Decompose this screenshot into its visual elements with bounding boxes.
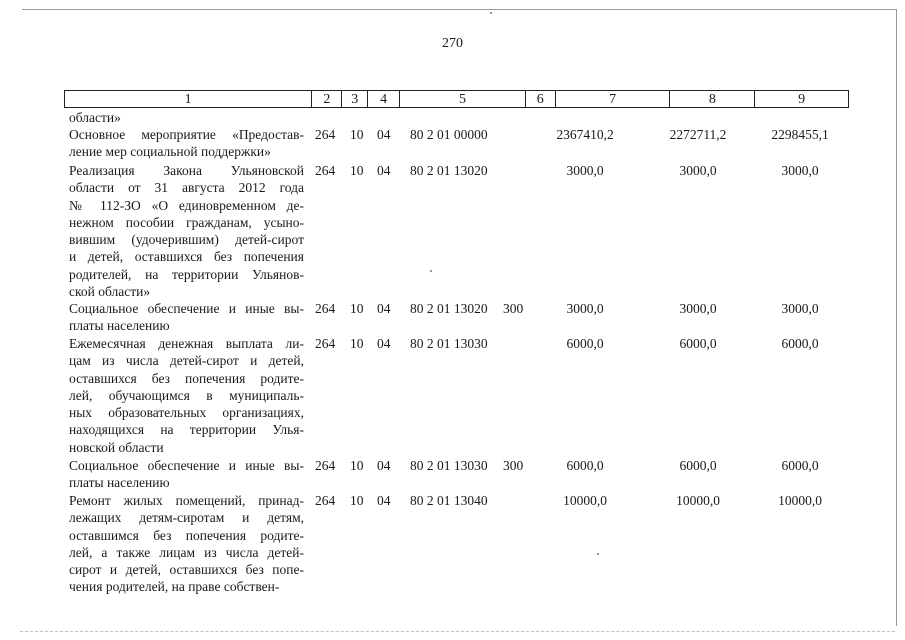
header-col-5: 5: [400, 91, 526, 107]
scan-speck: [597, 553, 599, 555]
cell-ved: 264: [315, 301, 336, 316]
cell-year-1: 10000,0: [563, 493, 607, 508]
cell-ved: 264: [315, 458, 336, 473]
row-name-line: новской области: [69, 439, 164, 455]
cell-ved: 264: [315, 336, 336, 351]
cell-year-3: 6000,0: [781, 336, 819, 351]
row-name-line: лей, обучающимся в муниципаль-: [69, 387, 304, 403]
row-name-line: лежащих детям-сиротам и детям,: [69, 510, 304, 526]
cell-rz: 10: [350, 163, 364, 178]
cell-vr: 300: [503, 301, 524, 316]
cell-year-3: 10000,0: [778, 493, 822, 508]
cell-rz: 10: [350, 458, 364, 473]
header-col-3: 3: [342, 91, 368, 107]
cell-pr: 04: [377, 493, 391, 508]
cell-csr: 80 2 01 13040: [410, 493, 488, 508]
header-col-7: 7: [556, 91, 671, 107]
cell-ved: 264: [315, 163, 336, 178]
page-number: 270: [442, 36, 463, 51]
header-col-2: 2: [312, 91, 342, 107]
row-name-line: лей, а также лицам из числа детей-: [69, 544, 304, 560]
header-col-8: 8: [670, 91, 755, 107]
row-name: [69, 300, 304, 335]
row-name: [69, 162, 304, 300]
row-name-line: Социальное обеспечение и иные вы-: [69, 458, 304, 473]
row-name-line: и детей, оставшихся без попечения: [69, 249, 304, 265]
cell-year-1: 3000,0: [566, 301, 604, 316]
cell-pr: 04: [377, 458, 391, 473]
cell-year-1: 6000,0: [566, 458, 604, 473]
row-name-line: платы населению: [69, 475, 170, 491]
cell-ved: 264: [315, 127, 336, 142]
row-name-line: Социальное обеспечение и иные вы-: [69, 301, 304, 316]
row-name-line: ных образовательных организациях,: [69, 405, 304, 421]
row-name-line: находящихся на территории Улья-: [69, 422, 304, 438]
row-name: [69, 457, 304, 492]
row-name-line: Ремонт жилых помещений, принад-: [69, 493, 304, 508]
row-name-line: нежном пособии гражданам, усыно-: [69, 214, 304, 230]
cell-csr: 80 2 01 00000: [410, 127, 488, 142]
cell-year-3: 6000,0: [781, 458, 819, 473]
cell-year-2: 6000,0: [679, 458, 717, 473]
cell-year-1: 3000,0: [566, 163, 604, 178]
row-name-line: Реализация Закона Ульяновской: [69, 163, 304, 178]
row-name: [69, 109, 304, 126]
page-border-right: [896, 9, 897, 626]
cell-year-1: 2367410,2: [556, 127, 614, 142]
header-col-9: 9: [798, 92, 806, 107]
header-col-6: 6: [526, 91, 556, 107]
row-name-line: Основное мероприятие «Предостав-: [69, 127, 304, 142]
row-name-line: цам из числа детей-сирот и детей,: [69, 353, 304, 369]
cell-year-3: 3000,0: [781, 301, 819, 316]
row-name: [69, 126, 304, 161]
row-name-line: № 112-ЗО «О единовременном де-: [69, 197, 304, 213]
cell-year-2: 10000,0: [676, 493, 720, 508]
cell-csr: 80 2 01 13030: [410, 458, 488, 473]
row-name-line: оставшимся без попечения родите-: [69, 527, 304, 543]
cell-pr: 04: [377, 127, 391, 142]
row-name-line: вившим (удочерившим) детей-сирот: [69, 232, 304, 248]
cell-rz: 10: [350, 336, 364, 351]
row-name: [69, 335, 304, 456]
header-col-1: 1: [65, 91, 312, 107]
row-name-line: чения родителей, на праве собствен-: [69, 579, 280, 595]
row-name-line: сирот и детей, оставшихся без попе-: [69, 562, 304, 578]
row-name-line: области от 31 августа 2012 года: [69, 180, 304, 196]
cell-year-2: 2272711,2: [669, 127, 727, 142]
cell-ved: 264: [315, 493, 336, 508]
row-name-line: платы населению: [69, 318, 170, 334]
scan-speck: [430, 270, 432, 272]
table-header-row: [64, 90, 849, 108]
row-name-line: области»: [69, 110, 121, 125]
cell-pr: 04: [377, 301, 391, 316]
page-bottom-edge: [20, 631, 895, 632]
scan-speck: [490, 12, 492, 14]
cell-pr: 04: [377, 336, 391, 351]
cell-year-2: 3000,0: [679, 163, 717, 178]
cell-pr: 04: [377, 163, 391, 178]
row-name-line: ление мер социальной поддержки»: [69, 144, 271, 160]
cell-vr: 300: [503, 458, 524, 473]
row-name-line: Ежемесячная денежная выплата ли-: [69, 336, 304, 351]
row-name-line: ской области»: [69, 284, 151, 300]
cell-csr: 80 2 01 13020: [410, 301, 488, 316]
cell-rz: 10: [350, 493, 364, 508]
cell-year-3: 2298455,1: [771, 127, 829, 142]
page-border-top: [22, 9, 897, 10]
cell-csr: 80 2 01 13030: [410, 336, 488, 351]
cell-csr: 80 2 01 13020: [410, 163, 488, 178]
header-col-4: 4: [368, 91, 400, 107]
cell-year-1: 6000,0: [566, 336, 604, 351]
cell-rz: 10: [350, 301, 364, 316]
cell-year-2: 3000,0: [679, 301, 717, 316]
row-name-line: родителей, на территории Ульянов-: [69, 266, 304, 282]
row-name: [69, 492, 304, 596]
cell-rz: 10: [350, 127, 364, 142]
row-name-line: оставшихся без попечения родите-: [69, 370, 304, 386]
cell-year-2: 6000,0: [679, 336, 717, 351]
cell-year-3: 3000,0: [781, 163, 819, 178]
